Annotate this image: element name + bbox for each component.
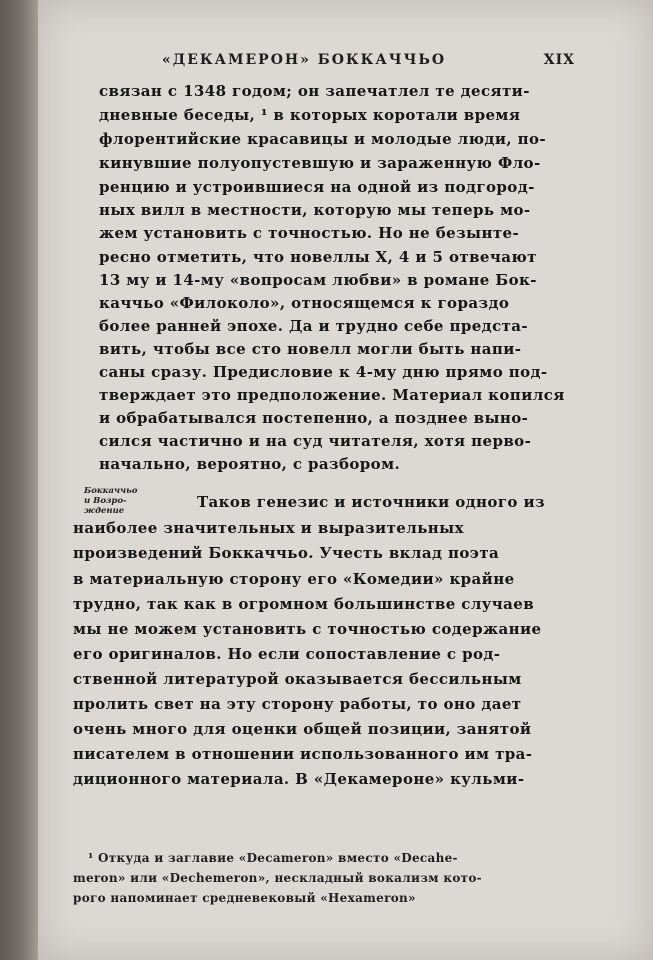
paragraph1-line: жем установить с точностью. Но не безынте- (99, 224, 520, 242)
paragraph1-line: саны сразу. Предисловие к 4-му дню прямо под- (99, 363, 548, 381)
margin-note-line: и Возро- (84, 496, 127, 506)
paragraph2-line: Таков генезис и источники одного из (197, 493, 545, 511)
paragraph2-line: ственной литературой оказывается бессильным (73, 670, 522, 688)
paragraph2-line: трудно, так как в огромном большинстве случаев (73, 595, 535, 613)
paragraph2-line: его оригиналов. Но если сопоставление с род- (73, 645, 501, 663)
footnote-line: meron» или «Dechemeron», нескладный вокализм кото- (73, 871, 482, 885)
footnote-line: рого напоминает средневековый «Hexameron» (73, 891, 416, 905)
margin-note (84, 486, 164, 516)
paragraph1-line: флорентийские красавицы и молодые люди, по- (99, 130, 546, 148)
paragraph2-line: очень много для оценки общей позиции, занятой (73, 720, 532, 738)
paragraph2-line: наиболее значительных и выразительных (73, 519, 464, 537)
paragraph1-line: дневные беседы, ¹ в которых коротали время (99, 106, 521, 124)
paragraph1-line: каччьо «Филоколо», относящемся к гораздо (99, 294, 510, 312)
paragraph2-line: в материальную сторону его «Комедии» крайне (73, 570, 515, 588)
paragraph1-line: и обрабатывался постепенно, а позднее выно- (99, 409, 529, 427)
paragraph1-line: начально, вероятно, с разбором. (99, 455, 401, 473)
paragraph2-line: диционного материала. В «Декамероне» кульми- (73, 770, 525, 788)
margin-note-line: Боккаччьо (84, 486, 138, 496)
paragraph2-line: пролить свет на эту сторону работы, то оно дает (73, 695, 522, 713)
paragraph1-line: вить, чтобы все сто новелл могли быть напи- (99, 340, 522, 358)
running-header (162, 52, 575, 68)
paragraph1-line: более ранней эпохе. Да и трудно себе предста- (99, 317, 529, 335)
paragraph2-line: произведений Боккаччьо. Учесть вклад поэта (73, 544, 500, 562)
running-title: «ДЕКАМЕРОН» БОККАЧЧЬО (162, 52, 447, 68)
margin-note-line: ждение (84, 506, 125, 516)
paragraph1-line: ных вилл в местности, которую мы теперь мо- (99, 201, 531, 219)
footnote-line: ¹ Откуда и заглавие «Decameron» вместо «Decahe- (88, 851, 458, 865)
paragraph1-line: сился частично и на суд читателя, хотя перво- (99, 432, 532, 450)
paragraph1-line: связан с 1348 годом; он запечатлел те десяти- (99, 82, 530, 100)
paragraph1-line: кинувшие полуопустевшую и зараженную Фло- (99, 154, 541, 172)
paragraph1-line: тверждает это предположение. Материал копился (99, 386, 565, 404)
paragraph1-line: ресно отметить, что новеллы X, 4 и 5 отвечают (99, 248, 537, 266)
book-spine-shadow (0, 0, 38, 960)
paragraph1-line: ренцию и устроившиеся на одной из подгород- (99, 178, 535, 196)
page-number: XIX (543, 52, 575, 68)
paragraph1-line: 13 му и 14-му «вопросам любви» в романе Бок- (99, 271, 537, 289)
paragraph2-line: мы не можем установить с точностью содержание (73, 620, 542, 638)
paragraph2-line: писателем в отношении использованного им тра- (73, 745, 533, 763)
